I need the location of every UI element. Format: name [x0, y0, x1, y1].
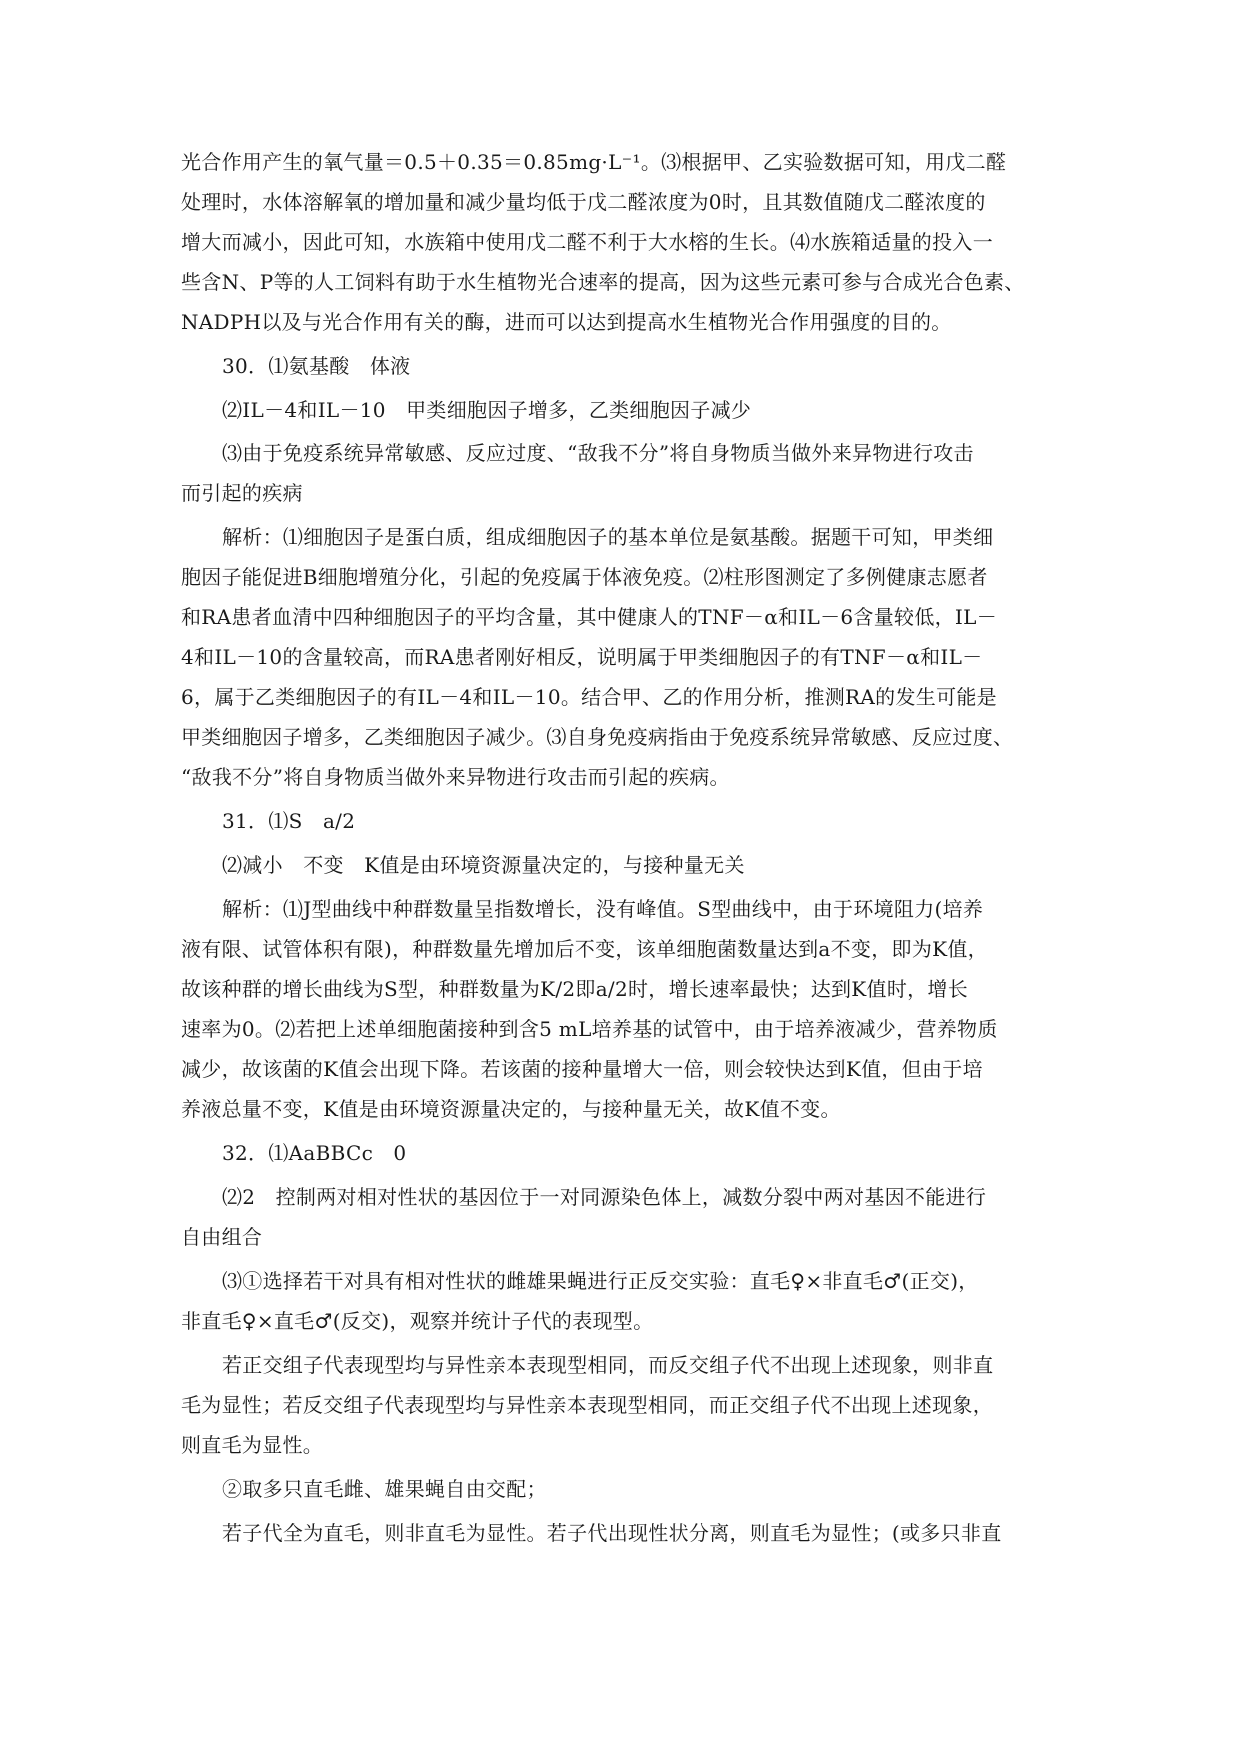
text-line: 非直毛♀×直毛♂(反交)，观察并统计子代的表现型。	[181, 1309, 654, 1333]
analysis-paragraph-30: 解析：⑴细胞因子是蛋白质，组成细胞因子的基本单位是氨基酸。据题干可知，甲类细	[222, 525, 994, 549]
text-line: 光合作用产生的氧气量＝0.5＋0.35＝0.85mg·L⁻¹。⑶根据甲、乙实验数据可知，用戊二醛	[181, 150, 1007, 174]
text-line: ⑶由于免疫系统异常敏感、反应过度、“敌我不分”将自身物质当做外来异物进行攻击	[222, 441, 974, 465]
text-line: 液有限、试管体积有限)，种群数量先增加后不变，该单细胞菌数量达到a不变，即为K值，	[181, 937, 988, 961]
text-line: 而引起的疾病	[181, 481, 303, 505]
text-line: 甲类细胞因子增多，乙类细胞因子减少。⑶自身免疫病指由于免疫系统异常敏感、反应过度、	[181, 725, 1014, 749]
text-line: 若子代全为直毛，则非直毛为显性。若子代出现性状分离，则直毛为显性；(或多只非直	[222, 1521, 1002, 1545]
text-line: 和RA患者血清中四种细胞因子的平均含量，其中健康人的TNF－α和IL－6含量较低，IL－	[181, 605, 998, 629]
text-line: ⑶①选择若干对具有相对性状的雌雄果蝇进行正反交实验：直毛♀×非直毛♂(正交)，	[222, 1269, 979, 1293]
text-line: 毛为显性；若反交组子代表现型均与异性亲本表现型相同，而正交组子代不出现上述现象，	[181, 1393, 993, 1417]
answer-heading-31: 31．⑴S a/2	[222, 809, 356, 833]
text-line: 处理时，水体溶解氧的增加量和减少量均低于戊二醛浓度为0时，且其数值随戊二醛浓度的	[181, 190, 986, 214]
text-line: 养液总量不变，K值是由环境资源量决定的，与接种量无关，故K值不变。	[181, 1097, 841, 1121]
answer-heading-30: 30．⑴氨基酸 体液	[222, 354, 411, 378]
text-line: “敌我不分”将自身物质当做外来异物进行攻击而引起的疾病。	[181, 765, 730, 789]
text-line: 6，属于乙类细胞因子的有IL－4和IL－10。结合甲、乙的作用分析，推测RA的发生可能是	[181, 685, 997, 709]
text-line: ②取多只直毛雌、雄果蝇自由交配；	[222, 1477, 547, 1501]
text-line: NADPH以及与光合作用有关的酶，进而可以达到提高水生植物光合作用强度的目的。	[181, 310, 952, 334]
text-line: 速率为0。⑵若把上述单细胞菌接种到含5 mL培养基的试管中，由于培养液减少，营养物质	[181, 1017, 998, 1041]
text-line: 则直毛为显性。	[181, 1433, 324, 1457]
text-line: 增大而减小，因此可知，水族箱中使用戊二醛不利于大水榕的生长。⑷水族箱适量的投入一	[181, 230, 993, 254]
text-line: 减少，故该菌的K值会出现下降。若该菌的接种量增大一倍，则会较快达到K值，但由于培	[181, 1057, 983, 1081]
text-line: ⑵2 控制两对相对性状的基因位于一对同源染色体上，减数分裂中两对基因不能进行	[222, 1185, 987, 1209]
text-line: 胞因子能促进B细胞增殖分化，引起的免疫属于体液免疫。⑵柱形图测定了多例健康志愿者	[181, 565, 988, 589]
text-line: 4和IL－10的含量较高，而RA患者刚好相反，说明属于甲类细胞因子的有TNF－α和IL－	[181, 645, 983, 669]
text-line: 自由组合	[181, 1225, 263, 1249]
analysis-paragraph-31: 解析：⑴J型曲线中种群数量呈指数增长，没有峰值。S型曲线中，由于环境阻力(培养	[222, 897, 984, 921]
text-line: ⑵减小 不变 K值是由环境资源量决定的，与接种量无关	[222, 853, 745, 877]
answer-heading-32: 32．⑴AaBBCc 0	[222, 1141, 407, 1165]
text-line: 些含N、P等的人工饲料有助于水生植物光合速率的提高，因为这些元素可参与合成光合色素、	[181, 270, 1025, 294]
text-line: 故该种群的增长曲线为S型，种群数量为K/2即a/2时，增长速率最快；达到K值时，增长	[181, 977, 969, 1001]
text-line: ⑵IL－4和IL－10 甲类细胞因子增多，乙类细胞因子减少	[222, 398, 752, 422]
text-line: 若正交组子代表现型均与异性亲本表现型相同，而反交组子代不出现上述现象，则非直	[222, 1353, 994, 1377]
